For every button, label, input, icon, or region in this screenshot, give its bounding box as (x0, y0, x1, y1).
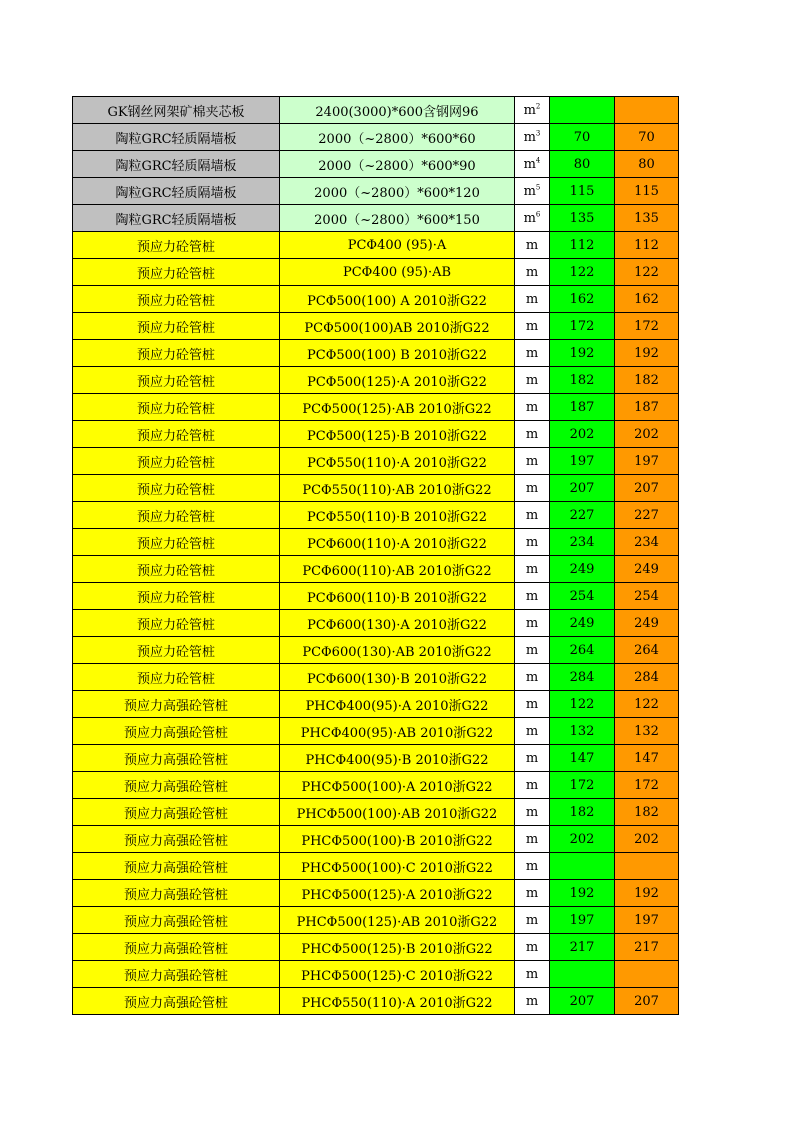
price-cell-green[interactable]: 172 (550, 313, 615, 340)
table-row (73, 772, 679, 799)
price-cell-orange[interactable] (615, 97, 679, 124)
price-cell-green[interactable] (550, 97, 615, 124)
material-name-cell[interactable]: 预应力高强砼管桩 (73, 745, 280, 772)
unit-cell[interactable] (515, 313, 550, 340)
unit-cell[interactable] (515, 691, 550, 718)
price-cell-orange[interactable]: 132 (615, 718, 679, 745)
unit-cell[interactable] (515, 583, 550, 610)
price-cell-orange[interactable]: 202 (615, 421, 679, 448)
unit-cell[interactable] (515, 745, 550, 772)
material-name-cell[interactable]: 陶粒GRC轻质隔墙板 (73, 151, 280, 178)
unit-cell[interactable] (515, 988, 550, 1015)
table-row (73, 340, 679, 367)
specification-cell[interactable]: 2000（~2800）*600*120 (280, 178, 515, 205)
specification-cell[interactable]: PHCΦ400(95)·AB 2010浙G22 (280, 718, 515, 745)
specification-cell[interactable]: PCΦ400 (95)·AB (280, 259, 515, 286)
unit-cell[interactable] (515, 394, 550, 421)
price-cell-orange[interactable]: 249 (615, 556, 679, 583)
unit-cell[interactable] (515, 799, 550, 826)
specification-cell[interactable]: PCΦ500(125)·B 2010浙G22 (280, 421, 515, 448)
unit-cell[interactable] (515, 718, 550, 745)
table-row (73, 745, 679, 772)
price-cell-orange[interactable]: 264 (615, 637, 679, 664)
specification-cell[interactable]: PCΦ400 (95)·A (280, 232, 515, 259)
material-name-cell[interactable]: 预应力高强砼管桩 (73, 826, 280, 853)
price-cell-orange[interactable]: 284 (615, 664, 679, 691)
material-name-cell[interactable]: 预应力砼管桩 (73, 502, 280, 529)
specification-cell[interactable]: PHCΦ500(100)·C 2010浙G22 (280, 853, 515, 880)
table-row (73, 853, 679, 880)
specification-cell[interactable]: PCΦ600(130)·AB 2010浙G22 (280, 637, 515, 664)
table-row (73, 97, 679, 124)
price-cell-green[interactable]: 284 (550, 664, 615, 691)
table-row (73, 475, 679, 502)
table-row (73, 313, 679, 340)
price-cell-orange[interactable] (615, 853, 679, 880)
material-name-cell[interactable]: 预应力高强砼管桩 (73, 880, 280, 907)
table-row (73, 826, 679, 853)
price-cell-green[interactable]: 80 (550, 151, 615, 178)
specification-cell[interactable]: 2000（~2800）*600*150 (280, 205, 515, 232)
unit-cell[interactable] (515, 961, 550, 988)
material-name-cell[interactable]: 预应力高强砼管桩 (73, 718, 280, 745)
price-cell-orange[interactable]: 217 (615, 934, 679, 961)
table-row (73, 961, 679, 988)
material-name-cell[interactable]: 预应力高强砼管桩 (73, 907, 280, 934)
price-cell-orange[interactable]: 80 (615, 151, 679, 178)
material-name-cell[interactable]: 预应力高强砼管桩 (73, 961, 280, 988)
price-cell-orange[interactable]: 115 (615, 178, 679, 205)
material-name-cell[interactable]: 预应力砼管桩 (73, 475, 280, 502)
unit-cell[interactable] (515, 853, 550, 880)
specification-cell[interactable]: PCΦ550(110)·A 2010浙G22 (280, 448, 515, 475)
price-cell-orange[interactable]: 122 (615, 691, 679, 718)
table-row (73, 880, 679, 907)
specification-cell[interactable]: PHCΦ500(100)·B 2010浙G22 (280, 826, 515, 853)
material-name-cell[interactable]: 预应力砼管桩 (73, 367, 280, 394)
unit-text: m (525, 885, 539, 901)
unit-text: m (523, 183, 536, 199)
material-name-cell[interactable]: 预应力高强砼管桩 (73, 934, 280, 961)
price-cell-green[interactable]: 202 (550, 826, 615, 853)
unit-cell[interactable] (515, 826, 550, 853)
price-cell-green[interactable]: 202 (550, 421, 615, 448)
price-cell-green[interactable]: 207 (550, 988, 615, 1015)
unit-cell[interactable] (515, 880, 550, 907)
price-cell-orange[interactable]: 192 (615, 340, 679, 367)
price-cell-orange[interactable]: 182 (615, 367, 679, 394)
table-row (73, 259, 679, 286)
unit-cell[interactable] (515, 151, 550, 178)
unit-text: m (525, 291, 539, 307)
table-row (73, 934, 679, 961)
unit-text: m (525, 372, 539, 388)
price-cell-green[interactable]: 192 (550, 880, 615, 907)
price-cell-orange[interactable] (615, 961, 679, 988)
unit-text: m (525, 696, 539, 712)
unit-superscript: 3 (535, 129, 541, 138)
unit-cell[interactable] (515, 205, 550, 232)
unit-text: m (523, 129, 536, 145)
specification-cell[interactable]: 2000（~2800）*600*90 (280, 151, 515, 178)
table-row (73, 691, 679, 718)
specification-cell[interactable]: PHCΦ500(125)·A 2010浙G22 (280, 880, 515, 907)
table-row (73, 610, 679, 637)
price-cell-green[interactable]: 162 (550, 286, 615, 313)
unit-cell[interactable] (515, 502, 550, 529)
unit-text: m (525, 858, 539, 874)
material-name-cell[interactable]: 预应力砼管桩 (73, 313, 280, 340)
unit-text: m (525, 750, 539, 766)
price-table (72, 96, 679, 1015)
material-name-cell[interactable]: 预应力砼管桩 (73, 664, 280, 691)
price-cell-orange[interactable]: 207 (615, 475, 679, 502)
specification-cell[interactable]: PHCΦ400(95)·A 2010浙G22 (280, 691, 515, 718)
specification-cell[interactable]: PCΦ550(110)·B 2010浙G22 (280, 502, 515, 529)
unit-cell[interactable] (515, 637, 550, 664)
table-row (73, 529, 679, 556)
price-cell-green[interactable]: 147 (550, 745, 615, 772)
specification-cell[interactable]: PCΦ500(100) A 2010浙G22 (280, 286, 515, 313)
unit-text: m (523, 210, 536, 226)
specification-cell[interactable]: PCΦ500(125)·AB 2010浙G22 (280, 394, 515, 421)
specification-cell[interactable]: PCΦ600(110)·A 2010浙G22 (280, 529, 515, 556)
material-name-cell[interactable]: 预应力砼管桩 (73, 583, 280, 610)
unit-text: m (525, 426, 539, 442)
unit-text: m (525, 561, 539, 577)
price-cell-green[interactable] (550, 961, 615, 988)
unit-superscript: 6 (535, 210, 541, 219)
price-cell-orange[interactable]: 187 (615, 394, 679, 421)
material-name-cell[interactable]: 预应力砼管桩 (73, 610, 280, 637)
price-cell-green[interactable]: 249 (550, 556, 615, 583)
price-cell-green[interactable]: 122 (550, 691, 615, 718)
material-name-cell[interactable]: 预应力砼管桩 (73, 637, 280, 664)
price-cell-orange[interactable]: 192 (615, 880, 679, 907)
material-name-cell[interactable]: 预应力砼管桩 (73, 286, 280, 313)
material-name-cell[interactable]: 预应力砼管桩 (73, 232, 280, 259)
price-cell-green[interactable]: 217 (550, 934, 615, 961)
price-cell-orange[interactable]: 249 (615, 610, 679, 637)
price-cell-orange[interactable]: 197 (615, 448, 679, 475)
table-row (73, 232, 679, 259)
table-row (73, 502, 679, 529)
material-name-cell[interactable]: 预应力高强砼管桩 (73, 853, 280, 880)
material-name-cell[interactable]: 预应力高强砼管桩 (73, 988, 280, 1015)
price-cell-green[interactable]: 254 (550, 583, 615, 610)
unit-text: m (525, 993, 539, 1009)
table-row (73, 421, 679, 448)
price-cell-green[interactable]: 132 (550, 718, 615, 745)
unit-cell[interactable] (515, 97, 550, 124)
unit-text: m (525, 966, 539, 982)
specification-cell[interactable]: PHCΦ550(110)·A 2010浙G22 (280, 988, 515, 1015)
unit-cell[interactable] (515, 340, 550, 367)
material-name-cell[interactable]: 陶粒GRC轻质隔墙板 (73, 205, 280, 232)
price-cell-green[interactable]: 182 (550, 367, 615, 394)
table-row (73, 988, 679, 1015)
price-cell-green[interactable]: 197 (550, 907, 615, 934)
table-row (73, 286, 679, 313)
unit-cell[interactable] (515, 178, 550, 205)
price-cell-green[interactable]: 197 (550, 448, 615, 475)
unit-cell[interactable] (515, 934, 550, 961)
unit-text: m (525, 804, 539, 820)
table-row (73, 205, 679, 232)
specification-cell[interactable]: PHCΦ500(100)·A 2010浙G22 (280, 772, 515, 799)
unit-text: m (525, 588, 539, 604)
material-name-cell[interactable]: 预应力高强砼管桩 (73, 799, 280, 826)
price-cell-green[interactable]: 187 (550, 394, 615, 421)
unit-text: m (525, 399, 539, 415)
unit-text: m (525, 939, 539, 955)
unit-text: m (525, 345, 539, 361)
price-cell-green[interactable]: 172 (550, 772, 615, 799)
table-row (73, 394, 679, 421)
unit-cell[interactable] (515, 124, 550, 151)
specification-cell[interactable]: PCΦ500(125)·A 2010浙G22 (280, 367, 515, 394)
price-cell-green[interactable]: 234 (550, 529, 615, 556)
unit-text: m (525, 264, 539, 280)
price-cell-orange[interactable]: 254 (615, 583, 679, 610)
table-row (73, 151, 679, 178)
unit-cell[interactable] (515, 907, 550, 934)
table-row (73, 448, 679, 475)
specification-cell[interactable]: PHCΦ400(95)·B 2010浙G22 (280, 745, 515, 772)
table-row (73, 799, 679, 826)
unit-text: m (523, 156, 536, 172)
price-cell-orange[interactable]: 197 (615, 907, 679, 934)
unit-superscript: 4 (535, 156, 541, 165)
price-cell-orange[interactable]: 207 (615, 988, 679, 1015)
unit-text: m (525, 642, 539, 658)
unit-superscript: 2 (535, 102, 541, 111)
unit-cell[interactable] (515, 367, 550, 394)
material-name-cell[interactable]: 预应力高强砼管桩 (73, 691, 280, 718)
unit-text: m (525, 318, 539, 334)
price-cell-green[interactable]: 264 (550, 637, 615, 664)
unit-cell[interactable] (515, 529, 550, 556)
material-name-cell[interactable]: 陶粒GRC轻质隔墙板 (73, 178, 280, 205)
price-cell-orange[interactable]: 234 (615, 529, 679, 556)
unit-cell[interactable] (515, 232, 550, 259)
unit-cell[interactable] (515, 259, 550, 286)
price-cell-orange[interactable]: 70 (615, 124, 679, 151)
price-cell-orange[interactable]: 227 (615, 502, 679, 529)
unit-cell[interactable] (515, 610, 550, 637)
price-cell-orange[interactable]: 182 (615, 799, 679, 826)
price-cell-orange[interactable]: 147 (615, 745, 679, 772)
price-cell-orange[interactable]: 112 (615, 232, 679, 259)
price-cell-orange[interactable]: 172 (615, 772, 679, 799)
specification-cell[interactable]: PCΦ600(110)·B 2010浙G22 (280, 583, 515, 610)
price-cell-green[interactable]: 182 (550, 799, 615, 826)
specification-cell[interactable]: PHCΦ500(125)·C 2010浙G22 (280, 961, 515, 988)
unit-text: m (525, 453, 539, 469)
table-row (73, 718, 679, 745)
material-name-cell[interactable]: 陶粒GRC轻质隔墙板 (73, 124, 280, 151)
unit-cell[interactable] (515, 475, 550, 502)
unit-cell[interactable] (515, 664, 550, 691)
price-cell-green[interactable]: 135 (550, 205, 615, 232)
table-body (73, 97, 679, 1015)
unit-text: m (525, 480, 539, 496)
price-cell-green[interactable]: 227 (550, 502, 615, 529)
table-row (73, 556, 679, 583)
material-name-cell[interactable]: 预应力砼管桩 (73, 421, 280, 448)
material-name-cell[interactable]: 预应力砼管桩 (73, 340, 280, 367)
table-row (73, 367, 679, 394)
table-row (73, 637, 679, 664)
price-cell-green[interactable]: 70 (550, 124, 615, 151)
unit-text: m (525, 615, 539, 631)
material-name-cell[interactable]: 预应力砼管桩 (73, 556, 280, 583)
unit-cell[interactable] (515, 772, 550, 799)
specification-cell[interactable]: PCΦ600(130)·B 2010浙G22 (280, 664, 515, 691)
unit-superscript: 5 (535, 183, 541, 192)
specification-cell[interactable]: PHCΦ500(125)·AB 2010浙G22 (280, 907, 515, 934)
material-name-cell[interactable]: 预应力砼管桩 (73, 448, 280, 475)
specification-cell[interactable]: PHCΦ500(125)·B 2010浙G22 (280, 934, 515, 961)
material-name-cell[interactable]: 预应力砼管桩 (73, 259, 280, 286)
table-row (73, 664, 679, 691)
material-name-cell[interactable]: 预应力高强砼管桩 (73, 772, 280, 799)
unit-text: m (525, 777, 539, 793)
specification-cell[interactable]: PHCΦ500(100)·AB 2010浙G22 (280, 799, 515, 826)
specification-cell[interactable]: PCΦ600(130)·A 2010浙G22 (280, 610, 515, 637)
price-cell-orange[interactable]: 162 (615, 286, 679, 313)
table-row (73, 178, 679, 205)
unit-text: m (525, 912, 539, 928)
table-row (73, 124, 679, 151)
unit-cell[interactable] (515, 556, 550, 583)
price-cell-green[interactable]: 207 (550, 475, 615, 502)
price-cell-orange[interactable]: 202 (615, 826, 679, 853)
table-row (73, 907, 679, 934)
price-cell-green[interactable]: 122 (550, 259, 615, 286)
price-cell-green[interactable] (550, 853, 615, 880)
specification-cell[interactable]: 2000（~2800）*600*60 (280, 124, 515, 151)
material-name-cell[interactable]: 预应力砼管桩 (73, 529, 280, 556)
unit-cell[interactable] (515, 421, 550, 448)
specification-cell[interactable]: PCΦ550(110)·AB 2010浙G22 (280, 475, 515, 502)
price-cell-orange[interactable]: 172 (615, 313, 679, 340)
unit-cell[interactable] (515, 448, 550, 475)
price-cell-green[interactable]: 115 (550, 178, 615, 205)
unit-text: m (525, 831, 539, 847)
unit-text: m (525, 723, 539, 739)
unit-text: m (523, 102, 536, 118)
table-row (73, 583, 679, 610)
price-cell-orange[interactable]: 122 (615, 259, 679, 286)
specification-cell[interactable]: PCΦ500(100) B 2010浙G22 (280, 340, 515, 367)
price-cell-green[interactable]: 112 (550, 232, 615, 259)
material-name-cell[interactable]: GK钢丝网架矿棉夹芯板 (73, 97, 280, 124)
specification-cell[interactable]: PCΦ500(100)AB 2010浙G22 (280, 313, 515, 340)
specification-cell[interactable]: 2400(3000)*600含钢网96 (280, 97, 515, 124)
unit-text: m (525, 669, 539, 685)
price-cell-orange[interactable]: 135 (615, 205, 679, 232)
unit-cell[interactable] (515, 286, 550, 313)
material-name-cell[interactable]: 预应力砼管桩 (73, 394, 280, 421)
unit-text: m (525, 237, 539, 253)
price-cell-green[interactable]: 249 (550, 610, 615, 637)
unit-text: m (525, 534, 539, 550)
unit-text: m (525, 507, 539, 523)
specification-cell[interactable]: PCΦ600(110)·AB 2010浙G22 (280, 556, 515, 583)
price-cell-green[interactable]: 192 (550, 340, 615, 367)
